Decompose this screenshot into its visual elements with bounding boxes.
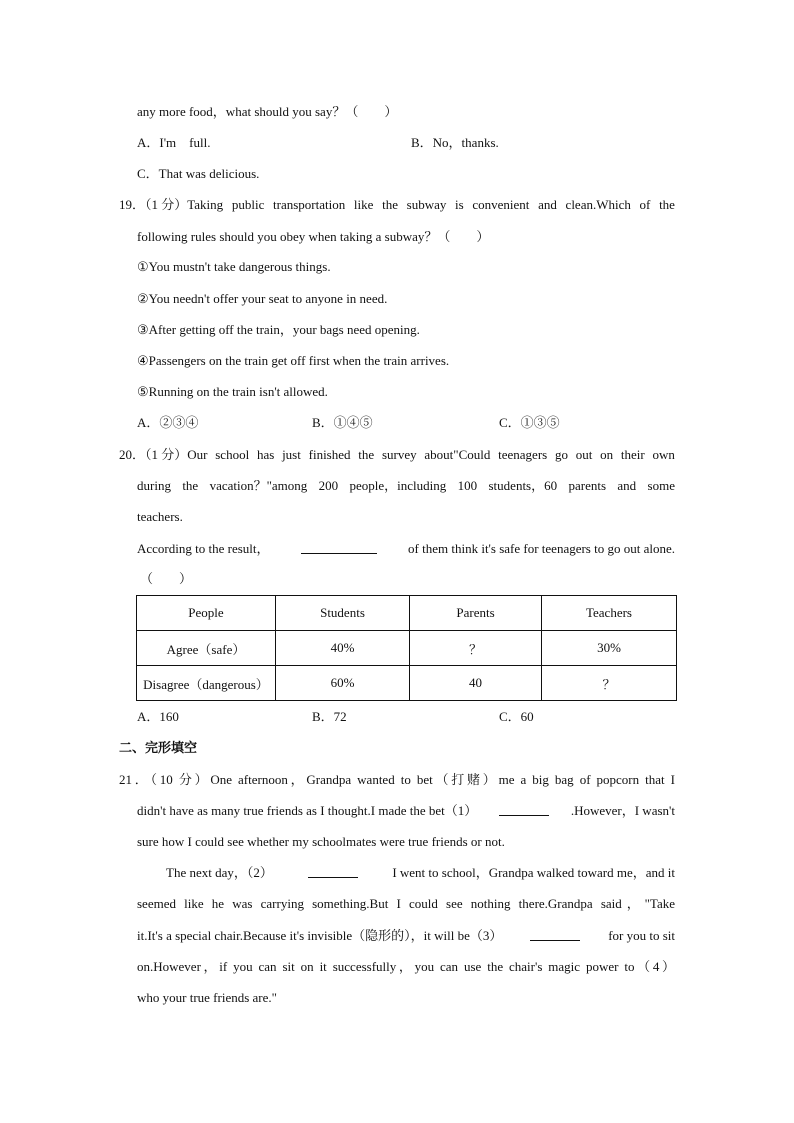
q20-stem-line-4: According to the result， of them think it's safe for teenagers to go out alone. — [137, 541, 675, 556]
q20-option-a: A．160 — [137, 709, 179, 724]
q19-option-b: B．①④⑤ — [312, 415, 373, 430]
table-header-cell: Teachers — [542, 596, 677, 631]
answer-blank — [301, 541, 377, 554]
q19-option-c: C．①③⑤ — [499, 415, 560, 430]
q20-option-b: B．72 — [312, 709, 347, 724]
q21-line-2: didn't have as many true friends as I thought.I made the bet（1） .However，I wasn't — [137, 803, 675, 818]
table-header-cell: Students — [276, 596, 410, 631]
section-title: 二、完形填空 — [119, 740, 198, 755]
table-header-row — [137, 596, 677, 631]
q19-stem-line-2: following rules should you obey when taking a subway？（ ） — [137, 229, 490, 244]
q21-line-7: on.However，if you can sit on it successfully，you can use the chair's magic power to（4） — [137, 959, 675, 974]
q19-rule-1: ①You mustn't take dangerous things. — [137, 259, 331, 274]
table-cell: ？ — [410, 631, 542, 666]
q18-option-c: C．That was delicious. — [137, 166, 260, 181]
q18-option-b: B．No，thanks. — [411, 135, 499, 150]
q19-rule-5: ⑤Running on the train isn't allowed. — [137, 384, 328, 399]
table-cell: Agree（safe） — [137, 631, 276, 666]
table-header-cell: Parents — [410, 596, 542, 631]
q21-line-5: seemed like he was carrying something.But I could see nothing there.Grandpa said，"Take — [137, 896, 675, 911]
table-cell: 40% — [276, 631, 410, 666]
answer-blank — [530, 928, 580, 941]
q19-rule-3: ③After getting off the train，your bags need opening. — [137, 322, 420, 337]
table-cell: ？ — [542, 666, 677, 701]
q19-rule-4: ④Passengers on the train get off first when the train arrives. — [137, 353, 450, 368]
q20-stem-line-3: teachers. — [137, 509, 183, 524]
table-header-cell: People — [137, 596, 276, 631]
answer-blank — [308, 865, 358, 878]
table-row — [137, 666, 677, 701]
survey-table — [136, 595, 677, 701]
table-cell: 60% — [276, 666, 410, 701]
q20-stem-line-1: 20．（1 分）Our school has just finished the survey about"Could teenagers go out on their own — [119, 447, 675, 462]
q19-stem-line-1: 19．（1 分）Taking public transportation like the subway is convenient and clean.Which of the — [119, 197, 675, 212]
table-row — [137, 631, 677, 666]
q20-answer-paren: （ ） — [140, 571, 193, 586]
q21-line-6: it.It's a special chair.Because it's invisible（隐形的），it will be（3） for you to sit — [137, 928, 675, 943]
q21-line-1: 21．（10 分）One afternoon，Grandpa wanted to bet（打赌）me a big bag of popcorn that I — [119, 772, 675, 787]
q19-rule-2: ②You needn't offer your seat to anyone in need. — [137, 291, 388, 306]
q21-line-3: sure how I could see whether my schoolmates were true friends or not. — [137, 834, 505, 849]
q21-line-4: The next day，（2） I went to school，Grandpa walked toward me，and it — [166, 865, 675, 880]
q20-option-c: C．60 — [499, 709, 534, 724]
q18-option-a: A．I'm full. — [137, 135, 211, 150]
table-cell: 40 — [410, 666, 542, 701]
q18-stem-tail: any more food，what should you say？（ ） — [137, 104, 398, 119]
table-cell: Disagree（dangerous） — [137, 666, 276, 701]
q20-stem-line-2: during the vacation？"among 200 people，including 100 students，60 parents and some — [137, 478, 675, 493]
q19-option-a: A．②③④ — [137, 415, 199, 430]
table-cell: 30% — [542, 631, 677, 666]
q21-line-8: who your true friends are." — [137, 990, 277, 1005]
answer-blank — [499, 803, 549, 816]
